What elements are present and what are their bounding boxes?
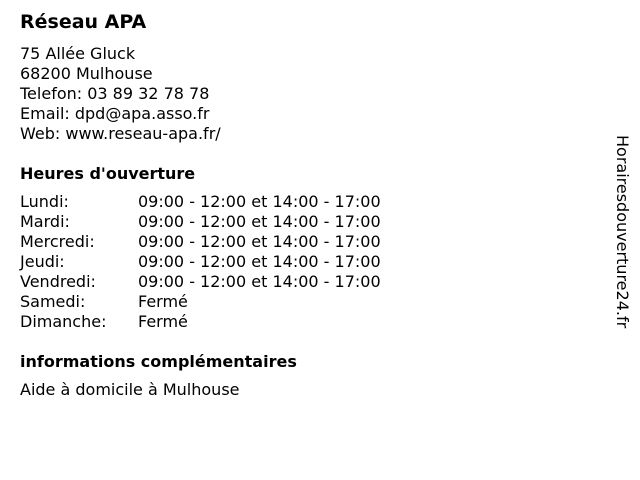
info-text: Aide à domicile à Mulhouse bbox=[20, 380, 240, 399]
hours-value: Fermé bbox=[138, 292, 188, 311]
hours-row-mercredi bbox=[20, 232, 600, 252]
address-street: 75 Allée Gluck bbox=[20, 44, 136, 63]
hours-day-label: Mardi: bbox=[20, 212, 70, 231]
hours-day-label: Dimanche: bbox=[20, 312, 107, 331]
address-city: 68200 Mulhouse bbox=[20, 64, 153, 83]
business-name: Réseau APA bbox=[20, 11, 147, 33]
hours-heading: Heures d'ouverture bbox=[20, 164, 196, 183]
hours-value: 09:00 - 12:00 et 14:00 - 17:00 bbox=[138, 252, 381, 271]
hours-day-label: Samedi: bbox=[20, 292, 86, 311]
business-card bbox=[20, 10, 600, 400]
hours-day-label: Lundi: bbox=[20, 192, 69, 211]
hours-row-jeudi bbox=[20, 252, 600, 272]
web-line: Web: www.reseau-apa.fr/ bbox=[20, 124, 221, 143]
hours-row-samedi bbox=[20, 292, 600, 312]
hours-table bbox=[20, 192, 600, 332]
hours-row-vendredi bbox=[20, 272, 600, 292]
hours-row-dimanche bbox=[20, 312, 600, 332]
hours-value: 09:00 - 12:00 et 14:00 - 17:00 bbox=[138, 212, 381, 231]
hours-day-label: Mercredi: bbox=[20, 232, 95, 251]
hours-value: 09:00 - 12:00 et 14:00 - 17:00 bbox=[138, 232, 381, 251]
email-line: Email: dpd@apa.asso.fr bbox=[20, 104, 210, 123]
hours-day-label: Vendredi: bbox=[20, 272, 96, 291]
info-heading: informations complémentaires bbox=[20, 352, 297, 371]
side-brand-watermark: Horairesdouverture24.fr bbox=[613, 135, 632, 329]
hours-day-label: Jeudi: bbox=[20, 252, 65, 271]
hours-row-mardi bbox=[20, 212, 600, 232]
hours-row-lundi bbox=[20, 192, 600, 212]
phone-line: Telefon: 03 89 32 78 78 bbox=[20, 84, 210, 103]
hours-value: 09:00 - 12:00 et 14:00 - 17:00 bbox=[138, 272, 381, 291]
hours-value: Fermé bbox=[138, 312, 188, 331]
hours-value: 09:00 - 12:00 et 14:00 - 17:00 bbox=[138, 192, 381, 211]
